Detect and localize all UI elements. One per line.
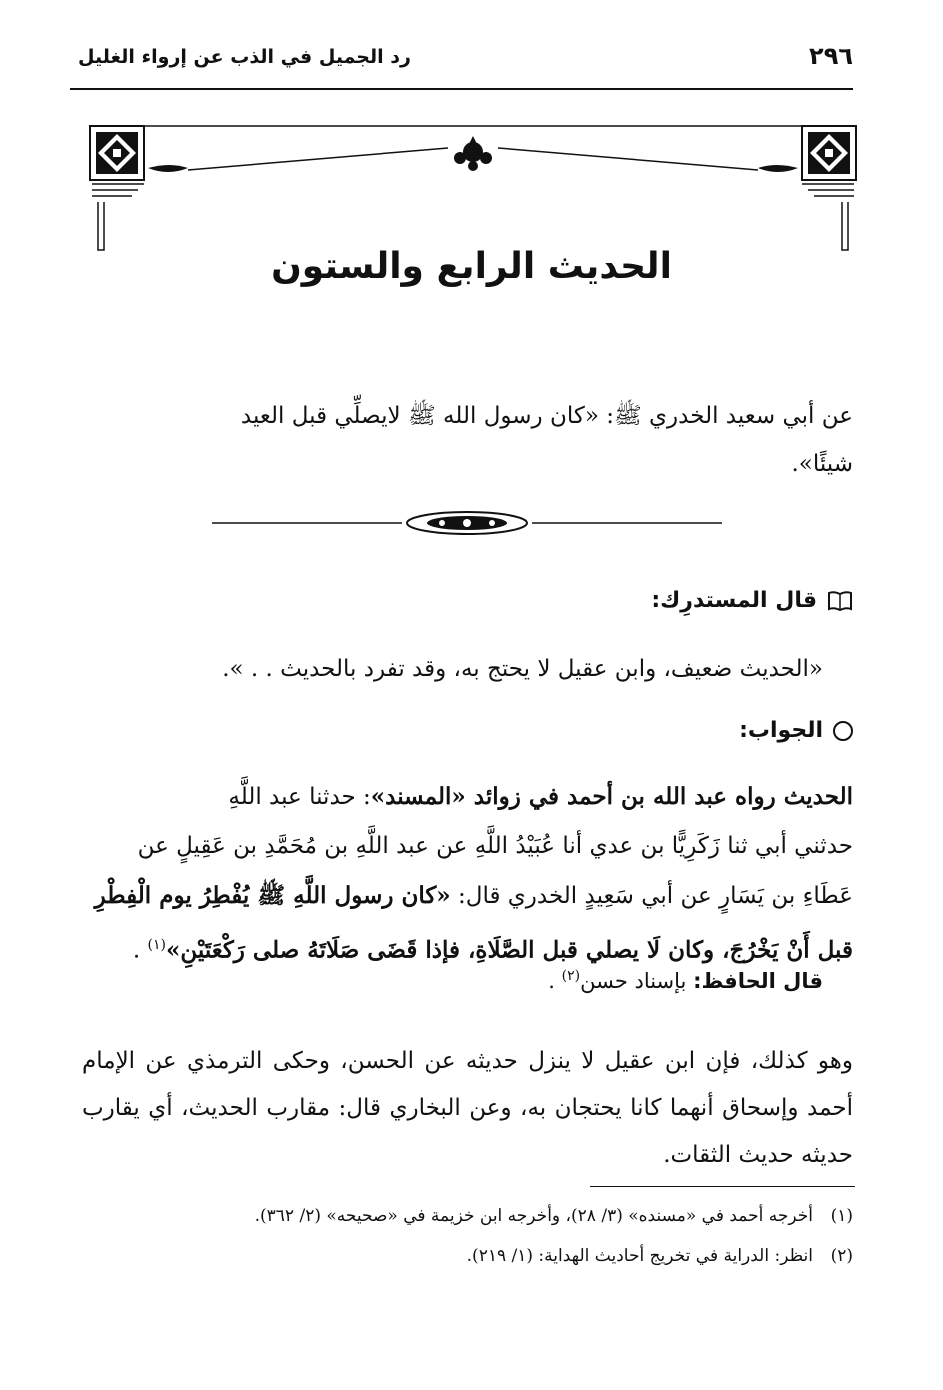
right-corner-ornament (758, 126, 856, 250)
footnote-2 (100, 1246, 853, 1266)
answer-line (82, 871, 853, 921)
footnote-rule (590, 1186, 855, 1187)
footnote-text: أخرجه أحمد في «مسنده» (٣/ ٢٨)، وأخرجه ابن خزيمة في «صحيحه» (٢/ ٣٦٢). (254, 1206, 813, 1226)
hafiz-end: . (548, 969, 562, 993)
footnote-marker: (١) (830, 1206, 853, 1226)
footnote-ref-2: (٢) (561, 968, 581, 984)
answer-line-4-end: . (132, 937, 148, 964)
circle-icon (833, 721, 853, 741)
answer-line-4-bold: قبل أَنْ يَخْرُجَ، وكان لَا يصلي قبل الصَّلَاةِ، فإذا قَضَى صَلَاتَهُ صلى رَكْعَتَيْنِ» (166, 936, 853, 964)
mustadrik-quote: «الحديث ضعيف، وابن عقيل لا يحتج به، وقد تفرد بالحديث . . ». (222, 656, 823, 682)
hadith-line: عن أبي سعيد الخدري ﷺ: «كان رسول الله ﷺ لايصلِّي قبل العيد (240, 403, 853, 429)
hadith-line: شيئًا». (791, 451, 853, 477)
open-book-icon (827, 590, 853, 612)
answer-line (82, 772, 853, 822)
footnote-marker: (٢) (830, 1246, 853, 1266)
explanation-text: وهو كذلك، فإن ابن عقيل لا ينزل حديثه عن الحسن، وحكى الترمذي عن الإمام أحمد وإسحاق أنهما كانا يحتجان به، وعن البخاري قال: مقارب الحديث، أي يقارب حديثه حديث الثقات. (82, 1048, 853, 1168)
hafiz-line (548, 968, 823, 993)
answer-line: حدثني أبي ثنا زَكَرِيًّا بن عدي أنا عُبَيْدُ اللَّهِ عن عبد اللَّهِ بن مُحَمَّدِ بن عَقِيلٍ عن (137, 833, 853, 859)
answer-line-3-rest: عَطَاءِ بن يَسَارٍ عن أبي سَعِيدٍ الخدري قال: (450, 883, 853, 909)
ornamental-frame (88, 122, 858, 262)
mustadrik-heading (651, 588, 853, 613)
center-floral-ornament (454, 136, 492, 171)
hadith-text (82, 392, 853, 488)
footnote-text: انظر: الدراية في تخريج أحاديث الهداية: (١/ ٢١٩). (466, 1246, 813, 1266)
hafiz-text: بإسناد حسن (580, 969, 694, 993)
answer-lead-rest: : حدثنا عبد اللَّهِ (228, 784, 371, 810)
answer-heading (739, 718, 853, 743)
answer-lead-bold: الحديث رواه عبد الله بن أحمد في زوائد «المسند» (370, 783, 853, 810)
hafiz-label: قال الحافظ: (693, 969, 823, 993)
chapter-title: الحديث الرابع والستون (271, 246, 672, 287)
answer-text (82, 772, 853, 976)
answer-heading-label: الجواب: (739, 718, 823, 743)
mustadrik-heading-label: قال المستدرِك: (651, 588, 817, 613)
running-head (70, 38, 853, 90)
ornamental-divider (212, 506, 722, 540)
book-title: رد الجميل في الذب عن إرواء الغليل (78, 46, 411, 68)
page-number: ٢٩٦ (809, 42, 853, 70)
answer-line-3-bold: «كان رسول اللَّهِ ﷺ يُفْطِرُ يوم الْفِطْرِ (94, 882, 451, 909)
footnote-1 (100, 1206, 853, 1226)
footnote-ref-1: (١) (147, 937, 166, 953)
